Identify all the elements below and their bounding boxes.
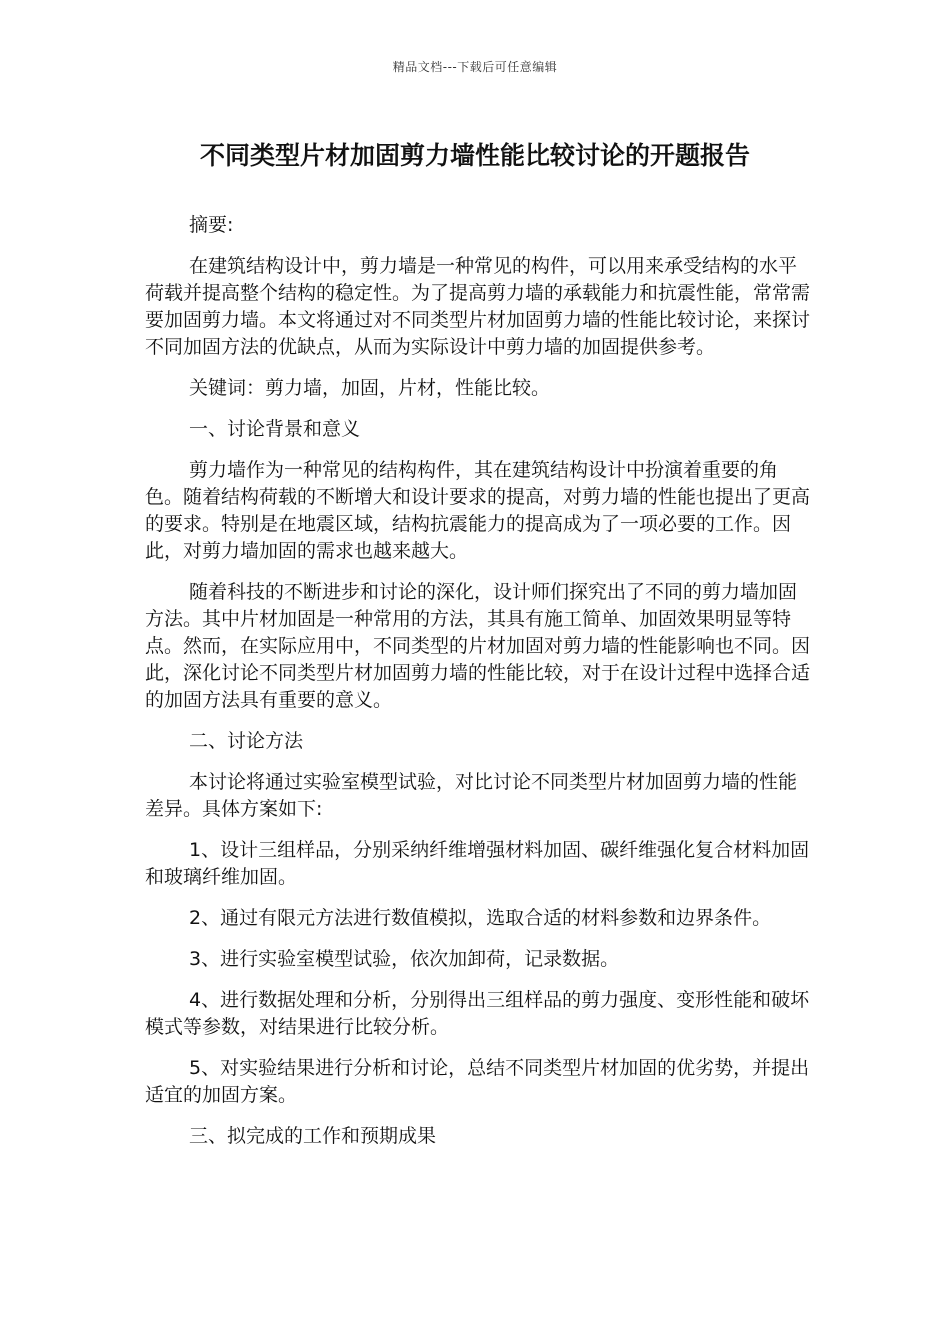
abstract-heading: 摘要: [189,214,234,236]
method-step-4: 4、进行数据处理和分析，分别得出三组样品的剪力强度、变形性能和破坏模式等参数，对结果进行比较分析。 [145,989,810,1038]
background-paragraph-2: 随着科技的不断进步和讨论的深化，设计师们探究出了不同的剪力墙加固方法。其中片材加固是一种常用的方法，其具有施工简单、加固效果明显等特点。然而，在实际应用中，不同类型的片材加固对剪力墙的性能影响也不同。因此，深化讨论不同类型片材加固剪力墙的性能比较，对于在设计过程中选择合适的加固方法具有重要的意义。 [145,581,811,711]
method-step-3: 3、进行实验室模型试验，依次加卸荷，记录数据。 [189,948,620,970]
method-step-1: 1、设计三组样品，分别采纳纤维增强材料加固、碳纤维强化复合材料加固和玻璃纤维加固。 [145,839,810,888]
document-body [145,212,813,1164]
method-step-5: 5、对实验结果进行分析和讨论，总结不同类型片材加固的优劣势，并提出适宜的加固方案。 [145,1057,810,1106]
page-title: 不同类型片材加固剪力墙性能比较讨论的开题报告 [199,141,750,170]
section-heading-expected-results: 三、拟完成的工作和预期成果 [189,1125,437,1147]
background-paragraph-1: 剪力墙作为一种常见的结构构件，其在建筑结构设计中扮演着重要的角色。随着结构荷载的不断增大和设计要求的提高，对剪力墙的性能也提出了更高的要求。特别是在地震区域，结构抗震能力的提高成为了一项必要的工作。因此，对剪力墙加固的需求也越来越大。 [145,459,811,562]
method-step-2: 2、通过有限元方法进行数值模拟，选取合适的材料参数和边界条件。 [189,907,772,929]
abstract-paragraph: 在建筑结构设计中，剪力墙是一种常见的构件，可以用来承受结构的水平荷载并提高整个结构的稳定性。为了提高剪力墙的承载能力和抗震性能，常常需要加固剪力墙。本文将通过对不同类型片材加固剪力墙的性能比较讨论，来探讨不同加固方法的优缺点，从而为实际设计中剪力墙的加固提供参考。 [145,255,811,358]
method-intro-paragraph: 本讨论将通过实验室模型试验，对比讨论不同类型片材加固剪力墙的性能差异。具体方案如下: [145,771,798,820]
section-heading-method: 二、讨论方法 [189,730,304,752]
header-note: 精品文档---下载后可任意编辑 [392,60,558,74]
keywords-paragraph: 关键词：剪力墙，加固，片材，性能比较。 [189,377,551,399]
section-heading-background: 一、讨论背景和意义 [189,418,361,440]
